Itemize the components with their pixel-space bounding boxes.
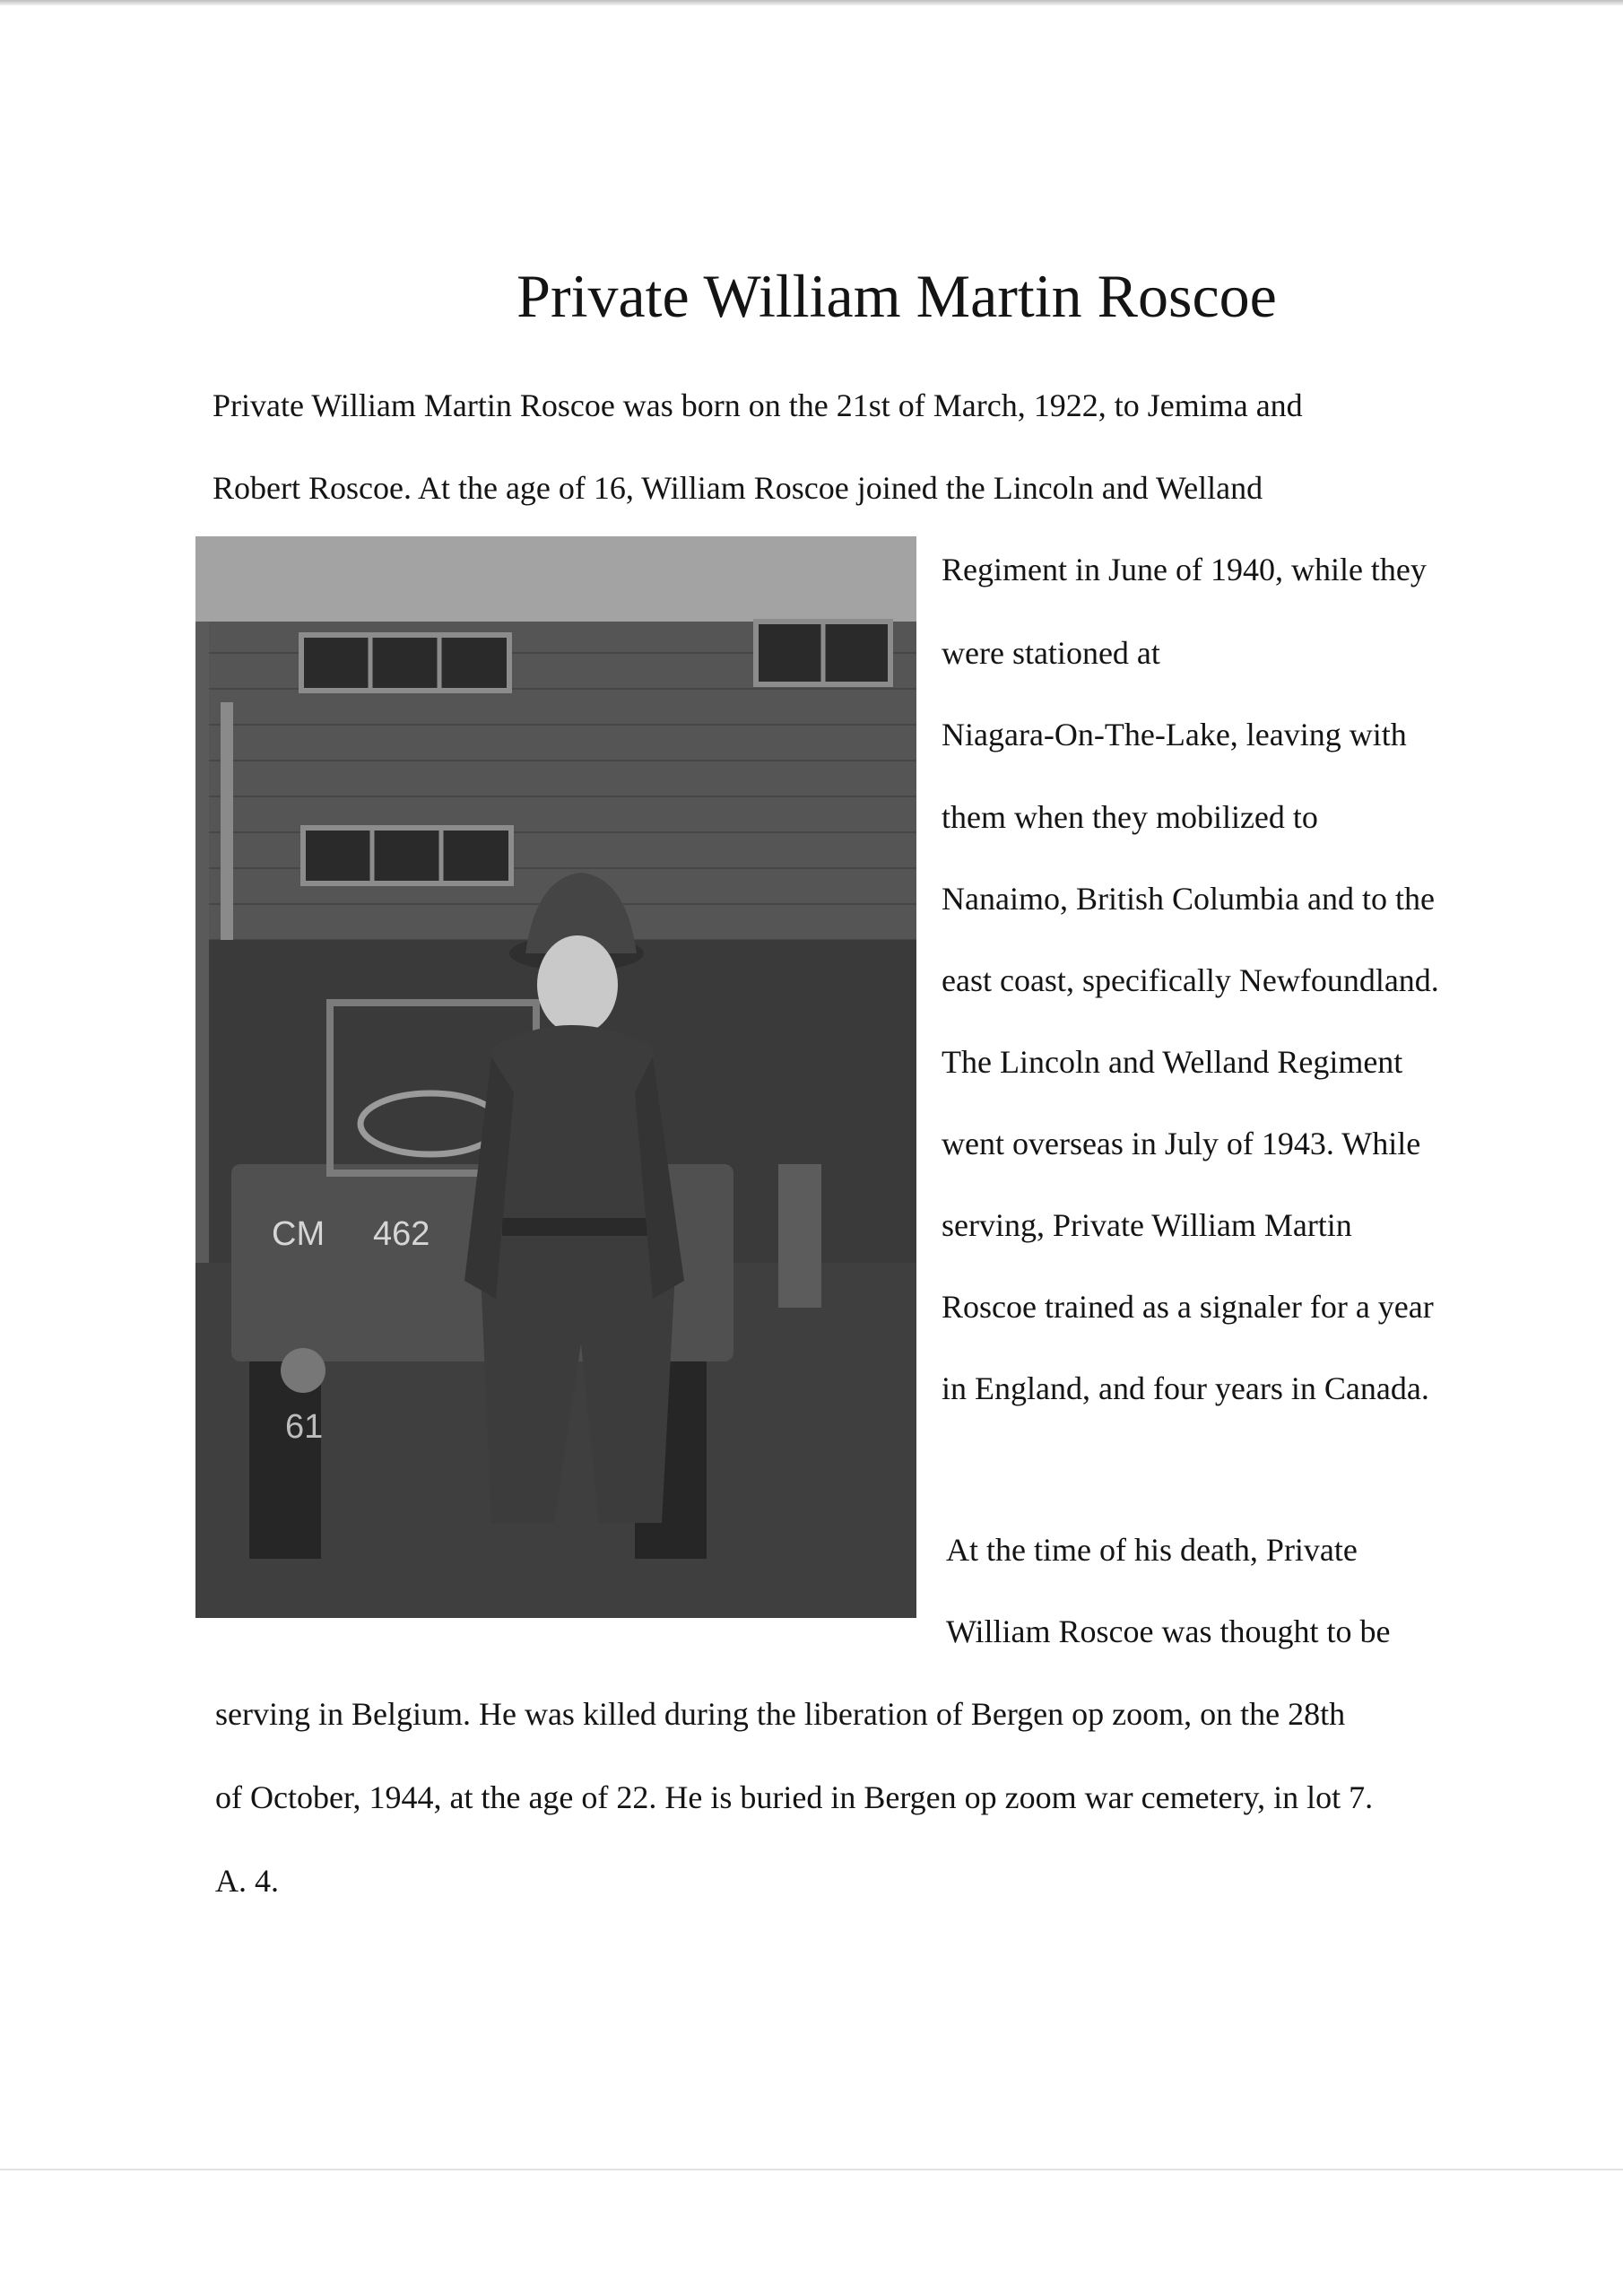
- jeep-plate-number: 462: [373, 1215, 430, 1253]
- scan-edge-top: [0, 0, 1623, 5]
- body-line-16: serving in Belgium. He was killed during the liberation of Bergen op zoom, on the 28th: [215, 1696, 1346, 1732]
- jeep-plate-text: CM: [272, 1215, 325, 1253]
- jeep-lower-marking: 61: [285, 1408, 324, 1446]
- body-line-14: At the time of his death, Private: [946, 1532, 1358, 1568]
- body-line-12: Roscoe trained as a signaler for a year: [942, 1289, 1434, 1325]
- body-line-18: A. 4.: [215, 1863, 279, 1899]
- body-line-1: Private William Martin Roscoe was born on the 21st of March, 1922, to Jemima and: [213, 387, 1303, 423]
- body-line-17: of October, 1944, at the age of 22. He is buried in Bergen op zoom war cemetery, in lot 7.: [215, 1779, 1374, 1815]
- scan-edge-bottom: [0, 2169, 1623, 2170]
- body-line-15: William Roscoe was thought to be: [946, 1613, 1391, 1649]
- soldier-photo: [195, 536, 916, 1618]
- body-line-8: east coast, specifically Newfoundland.: [942, 962, 1439, 998]
- body-line-13: in England, and four years in Canada.: [942, 1370, 1429, 1406]
- body-line-6: them when they mobilized to: [942, 799, 1318, 835]
- body-line-5: Niagara-On-The-Lake, leaving with: [942, 717, 1407, 752]
- body-line-4: were stationed at: [942, 635, 1160, 671]
- body-line-7: Nanaimo, British Columbia and to the: [942, 881, 1435, 917]
- body-line-2: Robert Roscoe. At the age of 16, William Roscoe joined the Lincoln and Welland: [213, 470, 1263, 506]
- body-line-11: serving, Private William Martin: [942, 1207, 1352, 1243]
- body-line-10: went overseas in July of 1943. While: [942, 1126, 1421, 1161]
- body-line-9: The Lincoln and Welland Regiment: [942, 1044, 1403, 1080]
- body-line-3: Regiment in June of 1940, while they: [942, 552, 1427, 587]
- page-title: Private William Martin Roscoe: [516, 262, 1277, 330]
